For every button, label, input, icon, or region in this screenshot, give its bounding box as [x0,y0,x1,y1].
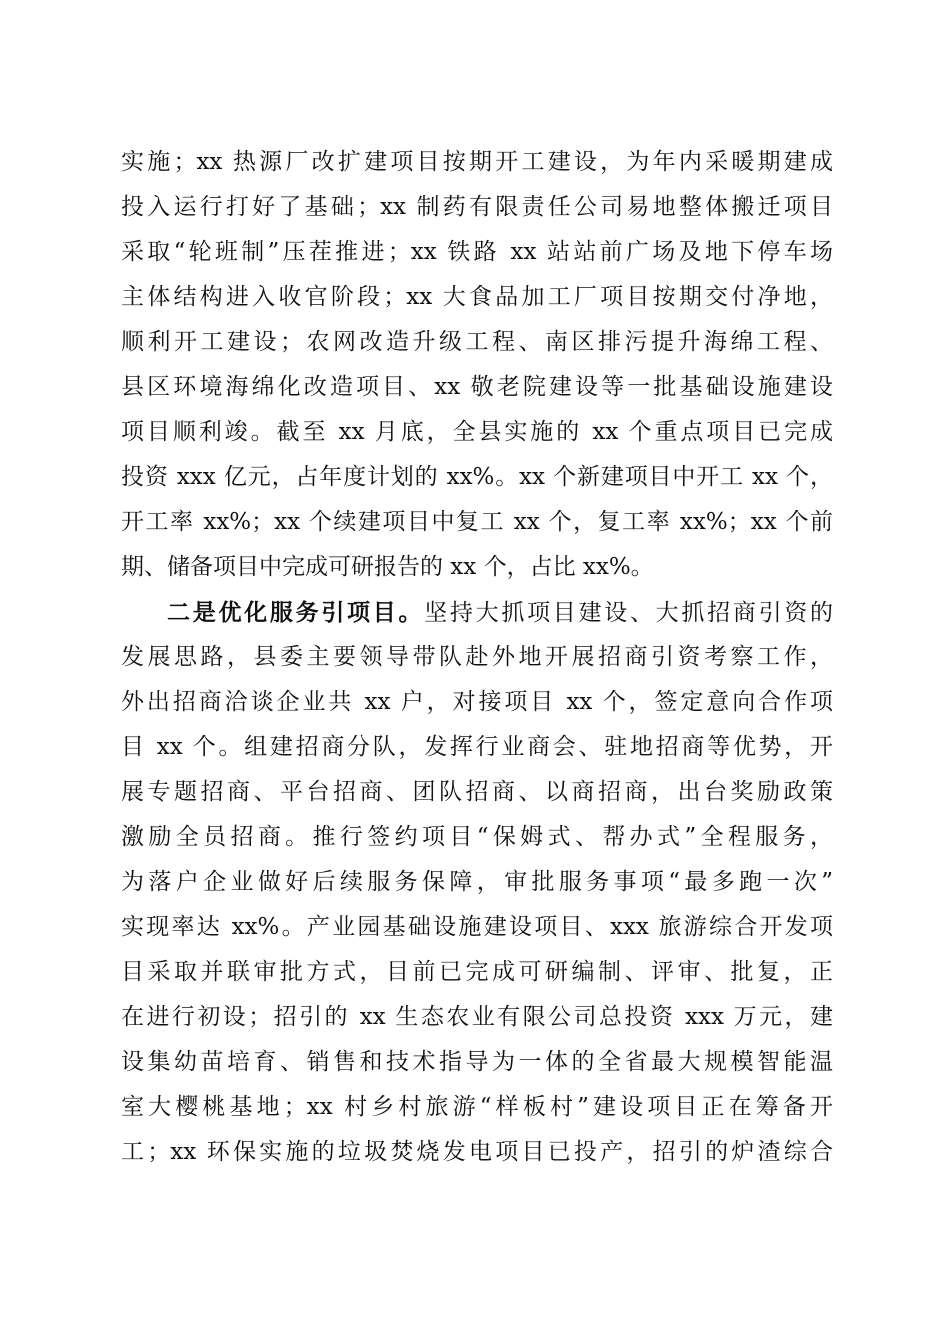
paragraph-line: 开工率 xx%；xx 个续建项目中复工 xx 个，复工率 xx%；xx 个前 [121,509,833,535]
paragraph-line: 为落户企业做好后续服务保障，审批服务事项“最多跑一次” [121,869,833,895]
paragraph-lead-heading: 二是优化服务引项目。 [167,599,425,626]
paragraph-line: 主体结构进入收官阶段；xx 大食品加工厂项目按期交付净地， [121,284,833,310]
paragraph-line: 目采取并联审批方式，目前已完成可研编制、评审、批复，正 [121,959,833,985]
paragraph-line: 期、储备项目中完成可研报告的 xx 个，占比 xx%。 [121,554,654,580]
paragraph-line: 在进行初设；招引的 xx 生态农业有限公司总投资 xxx 万元，建 [121,1004,833,1030]
paragraph-line-rest: 坚持大抓项目建设、大抓招商引资的 [424,600,833,626]
paragraph-line: 室大樱桃基地；xx 村乡村旅游“样板村”建设项目正在筹备开 [121,1094,833,1120]
paragraph-line: 采取“轮班制”压茬推进；xx 铁路 xx 站站前广场及地下停车场 [121,239,833,265]
paragraph-line: 设集幼苗培育、销售和技术指导为一体的全省最大规模智能温 [121,1049,833,1075]
paragraph-line: 投资 xxx 亿元，占年度计划的 xx%。xx 个新建项目中开工 xx 个， [121,464,833,490]
paragraph-line: 顺利开工建设；农网改造升级工程、南区排污提升海绵工程、 [121,329,833,355]
paragraph-line: 项目顺利竣。截至 xx 月底，全县实施的 xx 个重点项目已完成 [121,419,833,445]
paragraph-line: 激励全员招商。推行签约项目“保姆式、帮办式”全程服务， [121,824,833,850]
paragraph-line: 实施；xx 热源厂改扩建项目按期开工建设，为年内采暖期建成 [121,149,833,175]
paragraph-line: 发展思路，县委主要领导带队赴外地开展招商引资考察工作， [121,644,833,670]
body-text [121,140,833,1175]
paragraph-line: 实现率达 xx%。产业园基础设施建设项目、xxx 旅游综合开发项 [121,914,833,940]
paragraph-line: 投入运行打好了基础；xx 制药有限责任公司易地整体搬迁项目 [121,194,833,220]
paragraph-line: 展专题招商、平台招商、团队招商、以商招商，出台奖励政策 [121,779,833,805]
paragraph-line: 目 xx 个。组建招商分队，发挥行业商会、驻地招商等优势，开 [121,734,833,760]
paragraph-line: 外出招商洽谈企业共 xx 户，对接项目 xx 个，签定意向合作项 [121,689,833,715]
paragraph-line: 县区环境海绵化改造项目、xx 敬老院建设等一批基础设施建设 [121,374,833,400]
paragraph-line: 工；xx 环保实施的垃圾焚烧发电项目已投产，招引的炉渣综合 [121,1139,833,1165]
paragraph-first-line [121,590,833,635]
